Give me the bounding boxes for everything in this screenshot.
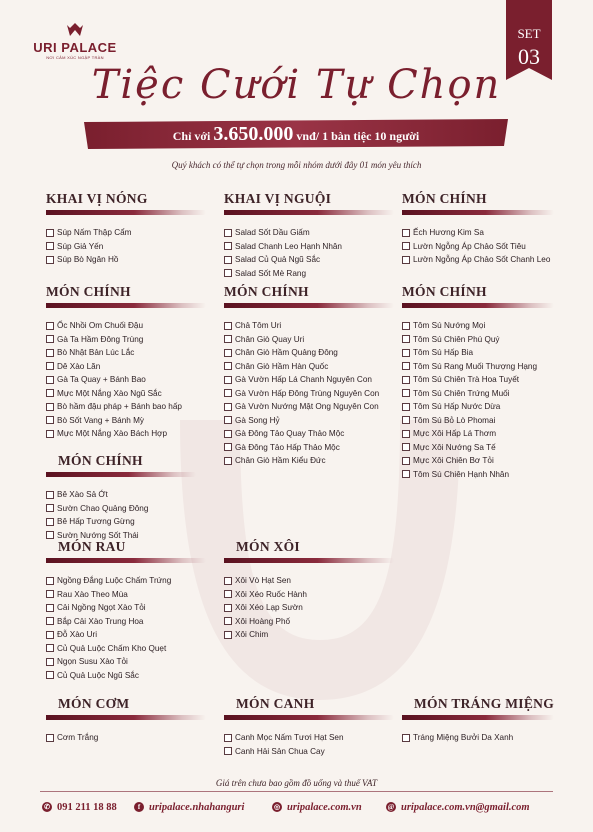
menu-item[interactable] [224, 373, 394, 387]
checkbox[interactable] [46, 430, 54, 438]
phone-icon: ✆ [42, 802, 52, 812]
menu-item-label: Xôi Hoàng Phố [235, 616, 291, 626]
section-underline [46, 303, 206, 308]
checkbox[interactable] [46, 349, 54, 357]
menu-item-label: Chân Giò Quay Uri [235, 334, 305, 344]
menu-item-label: Salad Củ Quả Ngũ Sắc [235, 255, 321, 264]
menu-item[interactable] [46, 601, 206, 615]
section-mon-chinh-5 [46, 453, 196, 542]
checkbox[interactable] [46, 229, 54, 237]
menu-item-label: Gà Ta Hầm Đông Trùng [57, 334, 144, 344]
menu-item-label: Bò hầm đậu pháp + Bánh bao hấp [57, 402, 182, 411]
checkbox[interactable] [46, 416, 54, 424]
section-title: MÓN CHÍNH [402, 191, 487, 206]
checkbox[interactable] [46, 644, 54, 652]
menu-item-label: Salad Sốt Dầu Giấm [235, 228, 310, 237]
menu-item-label: Bò Sốt Vang + Bánh Mỳ [57, 415, 145, 425]
menu-item[interactable] [46, 515, 196, 529]
menu-item-label: Chả Tôm Uri [235, 321, 282, 330]
menu-item[interactable] [46, 655, 206, 669]
menu-item[interactable] [224, 226, 394, 240]
menu-item[interactable] [46, 373, 206, 387]
section-khai-vi-nguoi [224, 191, 394, 280]
menu-item[interactable] [46, 628, 206, 642]
menu-item[interactable] [224, 387, 394, 401]
menu-item[interactable] [46, 427, 206, 441]
menu-item[interactable] [224, 427, 394, 441]
item-list [402, 226, 554, 267]
menu-item[interactable] [46, 588, 206, 602]
menu-item-label: Mực Một Nắng Xào Bách Hợp [57, 429, 168, 438]
section-mon-rau [46, 539, 206, 682]
brand-tagline: NƠI CẢM XÚC NGẬP TRÀN [46, 55, 104, 60]
brand-name: URI PALACE [33, 40, 117, 55]
section-underline [402, 303, 554, 308]
section-mon-trang-mieng [402, 696, 554, 745]
menu-item[interactable] [402, 468, 554, 482]
menu-item-label: Dê Xào Lăn [57, 361, 101, 371]
menu-item-label: Tôm Sú Nướng Mọi [413, 321, 486, 330]
menu-item-label: Củ Quả Luộc Ngũ Sắc [57, 670, 139, 680]
menu-item[interactable] [402, 319, 554, 333]
section-title: MÓN XÔI [236, 539, 300, 554]
subtitle: Quý khách có thể tự chọn trong mỗi nhóm dưới đây 01 món yêu thích [171, 160, 422, 170]
menu-item-label: Gà Đông Tảo Hấp Thảo Mộc [235, 442, 340, 452]
menu-item-label: Bê Xào Sả Ớt [57, 490, 108, 499]
menu-item[interactable] [224, 400, 394, 414]
section-mon-chinh-3 [224, 284, 394, 468]
facebook-handle: uripalace.nhahanguri [149, 801, 245, 813]
checkbox[interactable] [224, 416, 232, 424]
price-suffix: vnđ/ 1 bàn tiệc 10 người [296, 129, 420, 143]
item-list [224, 731, 394, 758]
checkbox[interactable] [402, 229, 410, 237]
menu-item-label: Salad Sốt Mè Rang [235, 268, 307, 278]
menu-item-label: Xôi Chim [235, 630, 269, 639]
section-underline [224, 715, 394, 720]
section-khai-vi-nong [46, 191, 206, 267]
menu-item[interactable] [402, 387, 554, 401]
section-title: MÓN CANH [236, 696, 315, 711]
price-banner [84, 119, 508, 149]
email-address: uripalace.com.vn@gmail.com [401, 801, 530, 813]
menu-item-label: Xôi Xéo Ruốc Hành [235, 589, 307, 599]
menu-item[interactable] [402, 731, 554, 745]
section-underline [46, 210, 206, 215]
checkbox[interactable] [402, 403, 410, 411]
checkbox[interactable] [402, 734, 410, 742]
checkbox[interactable] [402, 376, 410, 384]
menu-item[interactable] [402, 333, 554, 347]
menu-item-label: Lườn Ngỗng Áp Chảo Sốt Tiêu [413, 241, 526, 251]
set-label: SET [517, 26, 541, 41]
menu-item[interactable] [46, 574, 206, 588]
section-mon-chinh-1 [402, 191, 554, 267]
price-prefix: Chỉ với [172, 129, 211, 143]
section-mon-chinh-4 [402, 284, 554, 481]
checkbox[interactable] [402, 322, 410, 330]
menu-item-label: Gà Đông Tảo Quay Thảo Mộc [235, 429, 345, 438]
menu-item[interactable] [402, 253, 554, 267]
section-mon-xoi [224, 539, 394, 642]
page-title: Tiệc Cưới Tự Chọn [91, 62, 502, 108]
menu-item[interactable] [224, 454, 394, 468]
menu-item[interactable] [402, 240, 554, 254]
section-title: MÓN RAU [58, 539, 126, 554]
checkbox[interactable] [224, 269, 232, 277]
menu-item-label: Tôm Sú Chiên Trà Hoa Tuyết [413, 375, 520, 384]
menu-item-label: Canh Mọc Nấm Tươi Hạt Sen [235, 733, 344, 742]
menu-item[interactable] [402, 226, 554, 240]
checkbox[interactable] [224, 335, 232, 343]
menu-item[interactable] [224, 267, 394, 281]
globe-icon: ◎ [273, 803, 281, 811]
menu-item[interactable] [46, 502, 196, 516]
menu-item[interactable] [224, 588, 394, 602]
menu-item[interactable] [46, 253, 206, 267]
footer-note: Giá trên chưa bao gồm đồ uống và thuế VAT [215, 778, 378, 788]
menu-item-label: Gà Vườn Nướng Mật Ong Nguyên Con [235, 402, 379, 411]
menu-item-label: Tôm Sú Hấp Nước Dừa [413, 402, 501, 411]
menu-item[interactable] [224, 346, 394, 360]
menu-item[interactable] [46, 669, 206, 683]
menu-item-label: Mực Xôi Hấp Lá Thơm [413, 429, 497, 438]
menu-item[interactable] [46, 360, 206, 374]
contact-phone[interactable] [42, 800, 117, 814]
menu-item-label: Gà Song Hỷ [235, 415, 280, 425]
item-list [46, 319, 206, 441]
menu-item[interactable] [402, 427, 554, 441]
item-list [46, 731, 206, 745]
section-title: KHAI VỊ NÓNG [46, 191, 148, 206]
checkbox[interactable] [224, 403, 232, 411]
checkbox[interactable] [46, 577, 54, 585]
menu-item-label: Xôi Xéo Lạp Sườn [235, 603, 303, 612]
crown-icon [65, 22, 85, 39]
menu-item-label: Xôi Vò Hạt Sen [235, 576, 291, 585]
menu-item[interactable] [224, 731, 394, 745]
menu-item[interactable] [402, 400, 554, 414]
checkbox[interactable] [46, 362, 54, 370]
contact-email[interactable] [386, 800, 530, 814]
website-url: uripalace.com.vn [287, 801, 362, 813]
menu-item-label: Bắp Cải Xào Trung Hoa [57, 616, 144, 626]
menu-item-label: Chân Giò Hầm Kiểu Đức [235, 456, 326, 465]
menu-item-label: Rau Xào Theo Mùa [57, 589, 128, 599]
menu-item[interactable] [402, 414, 554, 428]
menu-item[interactable] [224, 628, 394, 642]
menu-item[interactable] [224, 360, 394, 374]
menu-item-label: Tôm Sú Bỏ Lò Phomai [413, 415, 496, 425]
checkbox[interactable] [224, 242, 232, 250]
checkbox[interactable] [224, 577, 232, 585]
section-title: MÓN CHÍNH [402, 284, 487, 299]
menu-item-label: Củ Quả Luộc Chấm Kho Quẹt [57, 643, 167, 653]
checkbox[interactable] [46, 734, 54, 742]
menu-item-label: Chân Giò Hầm Quảng Đông [235, 348, 338, 357]
menu-item-label: Súp Giả Yến [57, 241, 104, 251]
section-title: MÓN CƠM [58, 696, 130, 711]
menu-item[interactable] [224, 574, 394, 588]
menu-item[interactable] [46, 642, 206, 656]
menu-item-label: Sườn Nướng Sốt Thái [57, 530, 139, 540]
menu-item[interactable] [224, 745, 394, 759]
menu-item-label: Ếch Hương Kim Sa [413, 228, 484, 237]
checkbox[interactable] [46, 322, 54, 330]
section-title: KHAI VỊ NGUỘI [224, 191, 332, 206]
section-mon-canh [224, 696, 394, 758]
menu-item-label: Gà Vườn Hấp Đông Trùng Nguyên Con [235, 388, 380, 398]
menu-item[interactable] [46, 387, 206, 401]
menu-item[interactable] [224, 240, 394, 254]
section-mon-com [46, 696, 206, 745]
menu-item[interactable] [46, 488, 196, 502]
menu-item[interactable] [224, 319, 394, 333]
menu-item-label: Mực Xôi Chiên Bơ Tỏi [413, 456, 494, 465]
checkbox[interactable] [224, 376, 232, 384]
menu-item-label: Tôm Sú Chiên Trứng Muối [413, 388, 510, 398]
item-list [224, 574, 394, 642]
menu-item[interactable] [402, 346, 554, 360]
checkbox[interactable] [402, 416, 410, 424]
item-list [46, 574, 206, 682]
item-list [402, 731, 554, 745]
checkbox[interactable] [224, 349, 232, 357]
checkbox[interactable] [46, 631, 54, 639]
menu-item-label: Mực Xôi Nướng Sa Tế [413, 442, 496, 452]
menu-item[interactable] [224, 253, 394, 267]
phone-number: 091 211 18 88 [57, 801, 117, 813]
email-icon: @ [387, 803, 395, 811]
checkbox[interactable] [224, 229, 232, 237]
section-underline [402, 210, 554, 215]
checkbox[interactable] [224, 747, 232, 755]
menu-item-label: Cải Ngồng Ngọt Xào Tỏi [57, 603, 146, 612]
checkbox[interactable] [402, 242, 410, 250]
set-number: 03 [518, 44, 540, 69]
checkbox[interactable] [224, 617, 232, 625]
item-list [224, 226, 394, 280]
section-underline [224, 558, 394, 563]
section-underline [224, 210, 394, 215]
checkbox[interactable] [224, 362, 232, 370]
checkbox[interactable] [46, 658, 54, 666]
menu-item[interactable] [46, 414, 206, 428]
checkbox[interactable] [402, 335, 410, 343]
section-underline [46, 472, 196, 477]
menu-item-label: Salad Chanh Leo Hạnh Nhân [235, 241, 342, 251]
checkbox[interactable] [224, 590, 232, 598]
menu-item-label: Gà Vườn Hấp Lá Chanh Nguyên Con [235, 375, 372, 384]
checkbox[interactable] [402, 443, 410, 451]
menu-item[interactable] [46, 615, 206, 629]
checkbox[interactable] [46, 389, 54, 397]
menu-item-label: Bê Hấp Tương Gừng [57, 517, 135, 526]
section-title: MÓN CHÍNH [224, 284, 309, 299]
section-underline [402, 715, 554, 720]
checkbox[interactable] [224, 256, 232, 264]
menu-item-label: Tôm Sú Rang Muối Thượng Hạng [413, 361, 538, 371]
menu-item-label: Lườn Ngỗng Áp Chảo Sốt Chanh Leo [413, 255, 551, 264]
checkbox[interactable] [224, 430, 232, 438]
item-list [224, 319, 394, 468]
checkbox[interactable] [224, 443, 232, 451]
menu-item-label: Sườn Chao Quảng Đông [57, 503, 149, 513]
checkbox[interactable] [46, 518, 54, 526]
section-mon-chinh-2 [46, 284, 206, 441]
menu-item[interactable] [46, 240, 206, 254]
section-underline [46, 715, 206, 720]
menu-item-label: Súp Bò Ngân Hồ [57, 255, 119, 264]
checkbox[interactable] [224, 631, 232, 639]
checkbox[interactable] [46, 671, 54, 679]
menu-item[interactable] [224, 441, 394, 455]
checkbox[interactable] [224, 389, 232, 397]
checkbox[interactable] [224, 457, 232, 465]
section-underline [46, 558, 206, 563]
checkbox[interactable] [402, 256, 410, 264]
menu-item-label: Chân Giò Hầm Hàn Quốc [235, 361, 329, 371]
menu-item[interactable] [224, 414, 394, 428]
checkbox[interactable] [224, 322, 232, 330]
section-title: MÓN CHÍNH [46, 284, 131, 299]
menu-item-label: Tráng Miệng Bưởi Da Xanh [413, 733, 514, 742]
menu-item-label: Canh Hải Sản Chua Cay [235, 746, 325, 756]
menu-item-label: Cơm Trắng [57, 733, 99, 742]
menu-item[interactable] [46, 319, 206, 333]
menu-item[interactable] [46, 731, 206, 745]
menu-item[interactable] [46, 226, 206, 240]
menu-item[interactable] [402, 360, 554, 374]
checkbox[interactable] [402, 349, 410, 357]
menu-item-label: Mực Một Nắng Xào Ngũ Sắc [57, 388, 162, 398]
checkbox[interactable] [46, 617, 54, 625]
checkbox[interactable] [402, 389, 410, 397]
menu-item-label: Tôm Sú Chiên Phú Quý [413, 334, 500, 344]
checkbox[interactable] [46, 491, 54, 499]
item-list [46, 488, 196, 542]
menu-item[interactable] [224, 333, 394, 347]
menu-item-label: Ngọn Susu Xào Tỏi [57, 657, 128, 666]
menu-item[interactable] [402, 373, 554, 387]
checkbox[interactable] [402, 430, 410, 438]
menu-item[interactable] [46, 400, 206, 414]
checkbox[interactable] [224, 734, 232, 742]
menu-item[interactable] [46, 346, 206, 360]
checkbox[interactable] [46, 242, 54, 250]
section-underline [224, 303, 394, 308]
checkbox[interactable] [402, 457, 410, 465]
checkbox[interactable] [46, 335, 54, 343]
item-list [402, 319, 554, 481]
contact-website[interactable] [272, 800, 362, 814]
section-title: MÓN TRÁNG MIỆNG [414, 696, 555, 711]
menu-item-label: Ốc Nhồi Om Chuối Đậu [57, 321, 144, 330]
checkbox[interactable] [46, 504, 54, 512]
price-text [84, 123, 508, 146]
menu-item[interactable] [402, 441, 554, 455]
menu-item-label: Tôm Sú Hấp Bia [413, 348, 474, 357]
checkbox[interactable] [46, 376, 54, 384]
menu-item[interactable] [224, 601, 394, 615]
checkbox[interactable] [402, 362, 410, 370]
checkbox[interactable] [46, 403, 54, 411]
brand-logo [30, 22, 120, 60]
facebook-icon: f [134, 802, 144, 812]
menu-item-label: Đỗ Xào Uri [57, 630, 98, 639]
checkbox[interactable] [224, 604, 232, 612]
checkbox[interactable] [46, 590, 54, 598]
checkbox[interactable] [46, 604, 54, 612]
menu-item-label: Ngồng Đắng Luộc Chấm Trứng [57, 576, 172, 585]
checkbox[interactable] [46, 256, 54, 264]
contact-facebook[interactable] [134, 800, 244, 814]
menu-item-label: Súp Nấm Thập Cẩm [57, 228, 132, 237]
section-title: MÓN CHÍNH [58, 453, 143, 468]
menu-item-label: Bò Nhật Bản Lúc Lắc [57, 348, 135, 357]
checkbox[interactable] [402, 470, 410, 478]
menu-item[interactable] [402, 454, 554, 468]
menu-item[interactable] [224, 615, 394, 629]
menu-item[interactable] [46, 333, 206, 347]
menu-item-label: Tôm Sú Chiên Hạnh Nhân [413, 469, 510, 479]
item-list [46, 226, 206, 267]
footer-divider [40, 791, 553, 792]
price-amount: 3.650.000 [213, 123, 294, 145]
menu-item-label: Gà Ta Quay + Bánh Bao [57, 375, 146, 384]
